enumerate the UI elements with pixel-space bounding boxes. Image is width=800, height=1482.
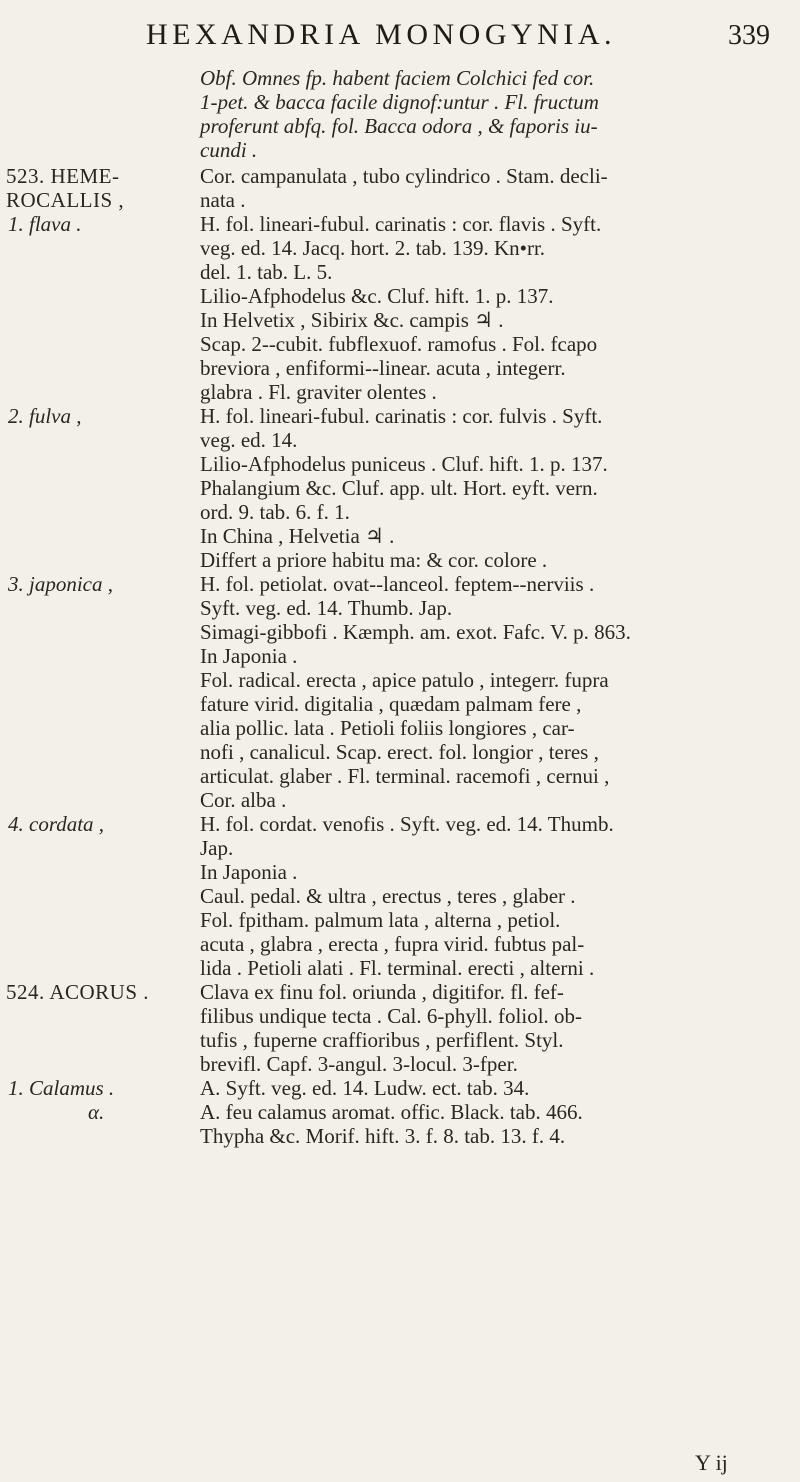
text-line: fature virid. digitalia , quædam palmam fere , (200, 692, 582, 716)
text-line: nofi , canalicul. Scap. erect. fol. longior , teres , (200, 740, 599, 764)
text-line: Obf. Omnes fp. habent faciem Colchici fed cor. (200, 66, 595, 90)
text-line: Syft. veg. ed. 14. Thumb. Jap. (200, 596, 453, 620)
running-title: HEXANDRIA MONOGYNIA. (146, 18, 616, 51)
text-line: acuta , glabra , erecta , fupra virid. fubtus pal- (200, 932, 585, 956)
species-label: 4. cordata , (8, 812, 105, 836)
species-label: α. (88, 1100, 105, 1124)
text-line: A. feu calamus aromat. offic. Black. tab. 466. (200, 1100, 583, 1124)
text-line: brevifl. Capf. 3-angul. 3-locul. 3-fper. (200, 1052, 518, 1076)
text-line: breviora , enfiformi--linear. acuta , integerr. (200, 356, 566, 380)
text-line: Lilio-Afphodelus &c. Cluf. hift. 1. p. 137. (200, 284, 554, 308)
text-line: proferunt abfq. fol. Bacca odora , & faporis iu- (200, 114, 598, 138)
text-line: Simagi-gibbofi . Kæmph. am. exot. Fafc. V. p. 863. (200, 620, 631, 644)
text-line: H. fol. lineari-fubul. carinatis : cor. flavis . Syft. (200, 212, 602, 236)
species-label: 3. japonica , (8, 572, 113, 596)
text-line: Cor. alba . (200, 788, 287, 812)
genus-label: 524. ACORUS . (6, 980, 150, 1004)
text-line: Phalangium &c. Cluf. app. ult. Hort. eyft. vern. (200, 476, 598, 500)
text-line: H. fol. petiolat. ovat--lanceol. feptem--nerviis . (200, 572, 595, 596)
text-line: Scap. 2--cubit. fubflexuof. ramofus . Fol. fcapo (200, 332, 598, 356)
species-label: 1. flava . (8, 212, 82, 236)
genus-label: 523. HEME- (6, 164, 120, 188)
text-line: filibus undique tecta . Cal. 6-phyll. foliol. ob- (200, 1004, 583, 1028)
text-line: articulat. glaber . Fl. terminal. racemofi , cernui , (200, 764, 610, 788)
text-line: nata . (200, 188, 246, 212)
text-line: A. Syft. veg. ed. 14. Ludw. ect. tab. 34. (200, 1076, 530, 1100)
species-label: 1. Calamus . (8, 1076, 115, 1100)
text-line: Cor. campanulata , tubo cylindrico . Stam. decli- (200, 164, 608, 188)
text-line: Lilio-Afphodelus puniceus . Cluf. hift. 1. p. 137. (200, 452, 608, 476)
text-line: del. 1. tab. L. 5. (200, 260, 333, 284)
text-line: ord. 9. tab. 6. f. 1. (200, 500, 350, 524)
text-line: In Japonia . (200, 860, 298, 884)
text-line: Caul. pedal. & ultra , erectus , teres , glaber . (200, 884, 576, 908)
text-line: veg. ed. 14. Jacq. hort. 2. tab. 139. Kn•rr. (200, 236, 546, 260)
species-label: 2. fulva , (8, 404, 82, 428)
page-number: 339 (728, 20, 770, 51)
text-line: cundi . (200, 138, 258, 162)
page-header (0, 18, 800, 58)
signature-mark: Y ij (695, 1450, 728, 1475)
text-line: H. fol. cordat. venofis . Syft. veg. ed. 14. Thumb. (200, 812, 614, 836)
text-line: Thypha &c. Morif. hift. 3. f. 8. tab. 13. f. 4. (200, 1124, 566, 1148)
text-line: lida . Petioli alati . Fl. terminal. erecti , alterni . (200, 956, 595, 980)
text-line: veg. ed. 14. (200, 428, 298, 452)
text-line: 1-pet. & bacca facile dignof:untur . Fl. fructum (200, 90, 599, 114)
text-line: H. fol. lineari-fubul. carinatis : cor. fulvis . Syft. (200, 404, 603, 428)
text-line: Clava ex finu fol. oriunda , digitifor. fl. fef- (200, 980, 564, 1004)
text-line: alia pollic. lata . Petioli foliis longiores , car- (200, 716, 575, 740)
text-line: In Japonia . (200, 644, 298, 668)
text-line: Fol. fpitham. palmum lata , alterna , petiol. (200, 908, 561, 932)
text-line: Fol. radical. erecta , apice patulo , integerr. fupra (200, 668, 609, 692)
text-line: In China , Helvetia ♃ . (200, 524, 395, 548)
text-line: Jap. (200, 836, 234, 860)
text-line: glabra . Fl. graviter olentes . (200, 380, 437, 404)
text-line: In Helvetix , Sibirix &c. campis ♃ . (200, 308, 504, 332)
genus-label: ROCALLIS , (6, 188, 125, 212)
text-line: tufis , fuperne craffioribus , perfiflent. Styl. (200, 1028, 564, 1052)
text-line: Differt a priore habitu ma: & cor. colore . (200, 548, 548, 572)
